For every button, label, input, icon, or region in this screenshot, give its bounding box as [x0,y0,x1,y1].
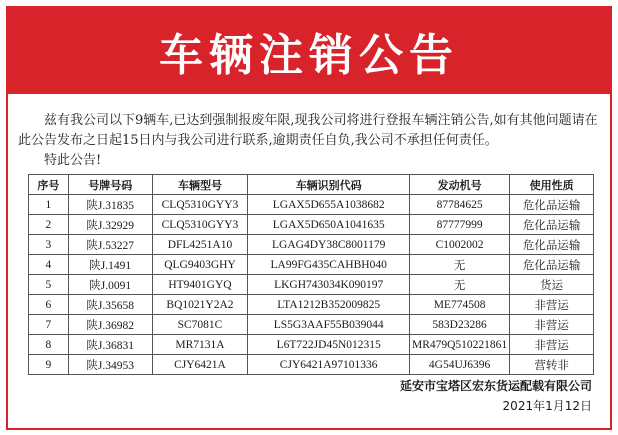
header-engine: 发动机号 [409,175,509,195]
cell-usage: 货运 [510,275,594,295]
cell-model: DFL4251A10 [152,235,248,255]
cell-plate: 陕J.36831 [68,335,152,355]
header-plate: 号牌号码 [68,175,152,195]
header-index: 序号 [29,175,69,195]
cell-usage: 非营运 [510,335,594,355]
table-row [29,355,594,375]
vehicle-table [28,174,594,375]
cell-vin: LS5G3AAF55B039044 [248,315,410,335]
cell-engine: MR479Q510221861 [409,335,509,355]
cell-index: 9 [29,355,69,375]
cell-index: 1 [29,195,69,215]
cell-plate: 陕J.0091 [68,275,152,295]
cell-model: CLQ5310GYY3 [152,195,248,215]
cell-model: BQ1021Y2A2 [152,295,248,315]
cell-plate: 陕J.53227 [68,235,152,255]
cell-vin: CJY6421A97101336 [248,355,410,375]
cell-vin: LKGH743034K090197 [248,275,410,295]
cell-engine: ME774508 [409,295,509,315]
notice-title: 车辆注销公告 [159,30,459,81]
cell-usage: 危化品运输 [510,195,594,215]
table-row [29,275,594,295]
cell-engine: 无 [409,275,509,295]
notice-paragraph: 兹有我公司以下9辆车,已达到强制报废年限,现我公司将进行登报车辆注销公告,如有其他问题请在此公告发布之日起15日内与我公司进行联系,逾期责任自负,我公司不承担任何责任。 [18,113,598,148]
cell-usage: 非营运 [510,295,594,315]
cell-vin: LGAG4DY38C8001179 [248,235,410,255]
cell-index: 3 [29,235,69,255]
header-vin: 车辆识别代码 [248,175,410,195]
cell-engine: 583D23286 [409,315,509,335]
cell-model: CLQ5310GYY3 [152,215,248,235]
table-row [29,215,594,235]
table-row [29,195,594,215]
issuer-date: 2021年1月12日 [502,399,592,413]
header-usage: 使用性质 [510,175,594,195]
cell-model: HT9401GYQ [152,275,248,295]
notice-closing: 特此公告! [44,153,102,168]
cell-vin: LGAX5D650A1041635 [248,215,410,235]
notice-banner [8,8,610,94]
cell-engine: 4G54UJ6396 [409,355,509,375]
cell-usage: 非营运 [510,315,594,335]
cell-index: 6 [29,295,69,315]
cell-vin: L6T722JD45N012315 [248,335,410,355]
cell-plate: 陕J.36982 [68,315,152,335]
cell-usage: 危化品运输 [510,215,594,235]
cell-vin: LGAX5D655A1038682 [248,195,410,215]
notice-frame [6,6,612,430]
cell-usage: 营转非 [510,355,594,375]
cell-model: MR7131A [152,335,248,355]
table-row [29,235,594,255]
table-row [29,255,594,275]
cell-usage: 危化品运输 [510,255,594,275]
cell-vin: LA99FG435CAHBH040 [248,255,410,275]
cell-vin: LTA1212B352009825 [248,295,410,315]
cell-plate: 陕J.34953 [68,355,152,375]
table-row [29,335,594,355]
cell-index: 4 [29,255,69,275]
cell-model: SC7081C [152,315,248,335]
header-model: 车辆型号 [152,175,248,195]
cell-index: 5 [29,275,69,295]
issuer-company: 延安市宝塔区宏东货运配载有限公司 [399,379,592,393]
cell-model: CJY6421A [152,355,248,375]
cell-index: 2 [29,215,69,235]
cell-usage: 危化品运输 [510,235,594,255]
cell-plate: 陕J.35658 [68,295,152,315]
table-body [29,195,594,375]
issuer-block [400,376,592,416]
cell-plate: 陕J.1491 [68,255,152,275]
cell-engine: 87777999 [409,215,509,235]
cell-index: 8 [29,335,69,355]
cell-engine: 87784625 [409,195,509,215]
table-row [29,315,594,335]
cell-engine: C1002002 [409,235,509,255]
cell-model: QLG9403GHY [152,255,248,275]
table-header-row [29,175,594,195]
notice-body [18,111,604,171]
table-row [29,295,594,315]
cell-engine: 无 [409,255,509,275]
cell-plate: 陕J.32929 [68,215,152,235]
cell-plate: 陕J.31835 [68,195,152,215]
cell-index: 7 [29,315,69,335]
